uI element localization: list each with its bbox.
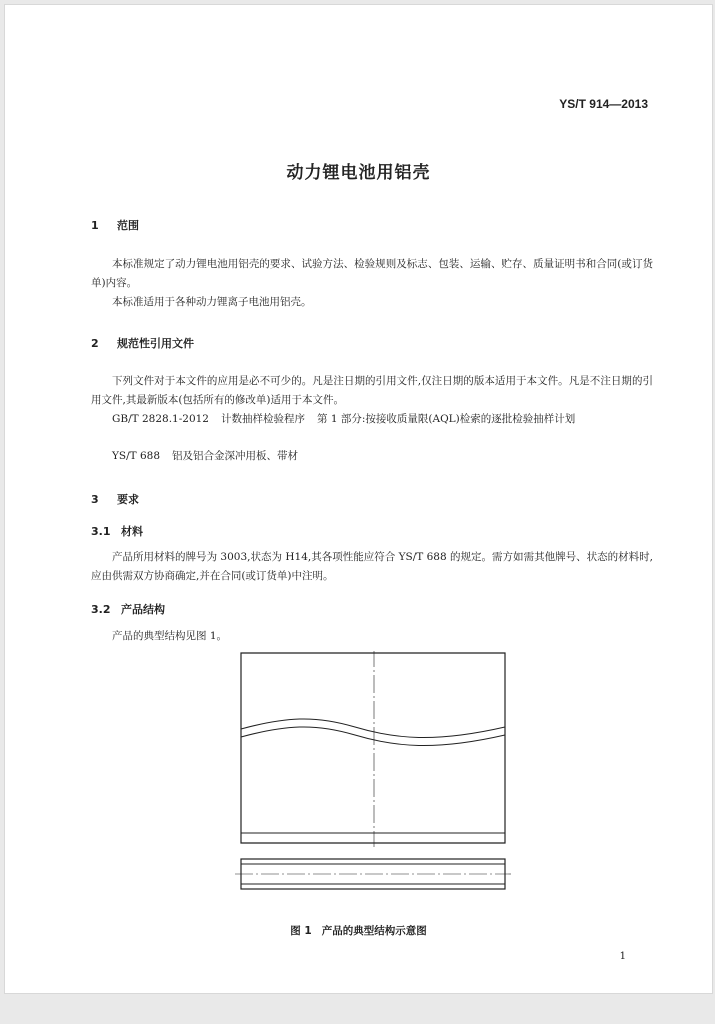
product-structure-figure (235, 651, 511, 896)
section-3-1-heading (91, 523, 143, 539)
reference-title: 铝及铝合金深冲用板、带材 (172, 450, 299, 462)
reference-code: GB/T 2828.1-2012 (112, 413, 209, 425)
section-number: 2 (91, 337, 99, 350)
reference-gb (91, 410, 653, 429)
figure-caption-text: 产品的典型结构示意图 (321, 925, 427, 937)
section-title: 规范性引用文件 (117, 337, 194, 350)
figure-caption (5, 923, 712, 938)
materials-paragraph: 产品所用材料的牌号为 3003,状态为 H14,其各项性能应符合 YS/T 688 的规定。需方如需其他牌号、状态的材料时,应由供需双方协商确定,并在合同(或订货单)中注明。 (91, 551, 653, 582)
document-title: 动力锂电池用铝壳 (286, 163, 431, 183)
reference-ys (112, 448, 298, 463)
standard-code: YS/T 914—2013 (559, 97, 648, 111)
section-title: 范围 (117, 219, 139, 232)
side-view (235, 859, 511, 889)
section-3-2-heading (91, 601, 165, 617)
reference-title: 计数抽样检验程序 (221, 413, 305, 425)
section-number: 3.1 (91, 525, 111, 538)
page-number: 1 (619, 951, 626, 962)
reference-part: 第 1 部分:按接收质量限(AQL)检索的逐批检验抽样计划 (317, 413, 576, 425)
section-title: 产品结构 (121, 603, 165, 616)
section-2-heading (91, 335, 194, 351)
section-title: 要求 (117, 493, 139, 506)
section-number: 3.2 (91, 603, 111, 616)
structure-paragraph: 产品的典型结构见图 1。 (112, 630, 228, 642)
section-1-heading (91, 217, 139, 233)
figure-label: 图 1 (290, 925, 312, 937)
section-number: 1 (91, 219, 99, 232)
front-view (241, 651, 505, 847)
references-intro: 下列文件对于本文件的应用是必不可少的。凡是注日期的引用文件,仅注日期的版本适用于本文件。凡是不注日期的引用文件,其最新版本(包括所有的修改单)适用于本文件。 (91, 375, 653, 406)
scope-paragraph-1: 本标准规定了动力锂电池用铝壳的要求、试验方法、检验规则及标志、包装、运输、贮存、质量证明书和合同(或订货单)内容。 (91, 258, 653, 289)
scope-paragraph-2: 本标准适用于各种动力锂离子电池用铝壳。 (112, 296, 312, 308)
reference-code: YS/T 688 (112, 450, 161, 462)
document-page (4, 4, 713, 994)
section-3-heading (91, 491, 139, 507)
section-title: 材料 (121, 525, 143, 538)
section-number: 3 (91, 493, 99, 506)
